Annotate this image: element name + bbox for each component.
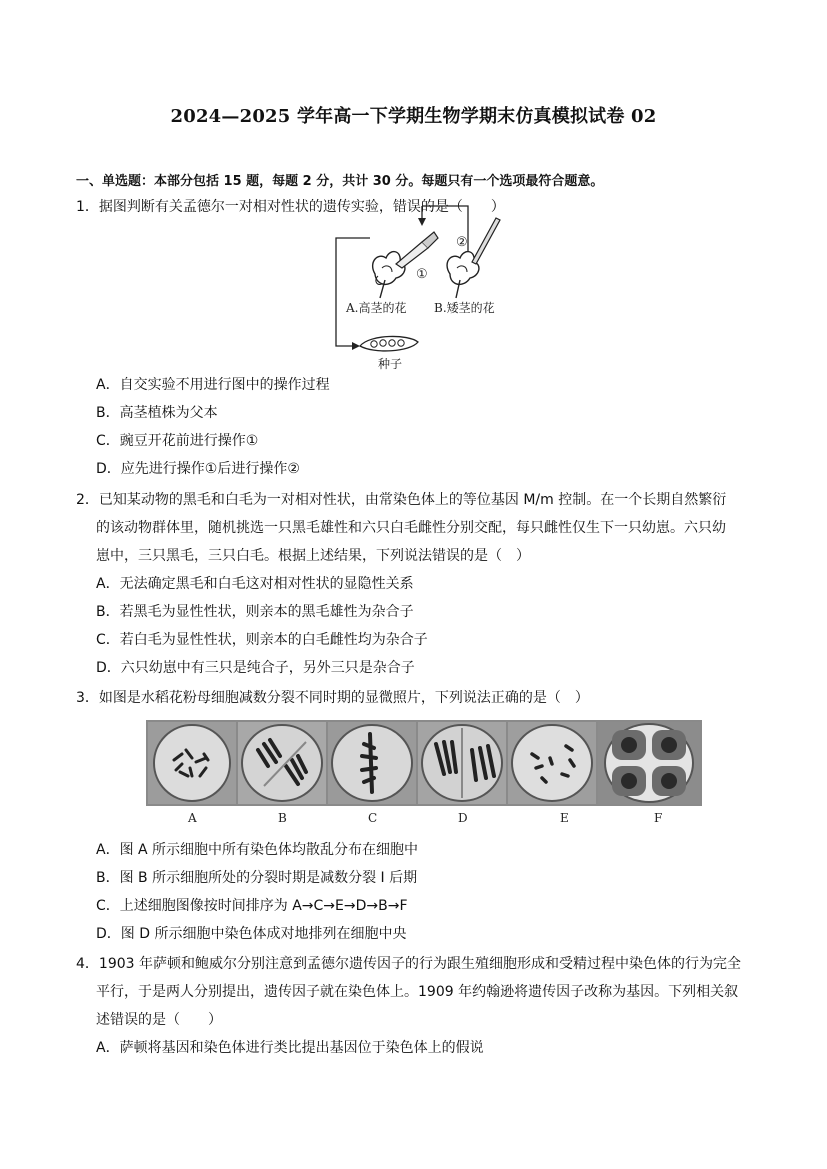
micrograph-c [328,722,416,804]
q2-option-b: B．若黑毛为显性性状，则亲本的黑毛雄性为杂合子 [96,604,414,620]
micrograph-label-d: D [458,811,468,825]
seed-pod-drawing [360,336,418,351]
q1-option-b: B．高茎植株为父本 [96,405,218,421]
q2-option-a: A．无法确定黑毛和白毛这对相对性状的显隐性关系 [96,576,414,592]
question-2-stem-line-2: 的该动物群体里，随机挑选一只黑毛雄性和六只白毛雌性分别交配，每只雌性仅生下一只幼崽。六只幼 [96,520,726,536]
pea-pollination-figure [330,202,510,372]
mark-1: ① [416,267,428,282]
seed-arrow [336,238,370,346]
micrograph-b [238,722,326,804]
micrograph-a [148,722,236,804]
micrograph-f [598,722,700,804]
mark-2: ② [456,235,468,250]
q3-option-d: D．图 D 所示细胞中染色体成对地排列在细胞中央 [96,926,407,942]
micrograph-label-a: A [188,811,197,825]
question-1-stem: 1．据图判断有关孟德尔一对相对性状的遗传实验，错误的是（ ） [76,199,505,215]
section-heading: 一、单选题：本部分包括 15 题，每题 2 分，共计 30 分。每题只有一个选项最符合题意。 [76,174,604,189]
tall-flower-drawing [373,252,405,298]
q2-option-d: D．六只幼崽中有三只是纯合子，另外三只是杂合子 [96,660,415,676]
brush-icon [472,218,500,264]
question-4-stem-line-2: 平行，于是两人分别提出，遗传因子就在染色体上。1909 年约翰逊将遗传因子改称为基因。下列相关叙 [96,984,739,1000]
q3-option-a: A．图 A 所示细胞中所有染色体均散乱分布在细胞中 [96,842,419,858]
q3-option-b: B．图 B 所示细胞所处的分裂时期是减数分裂 I 后期 [96,870,418,886]
q4-option-a: A．萨顿将基因和染色体进行类比提出基因位于染色体上的假说 [96,1040,484,1056]
q3-option-c: C．上述细胞图像按时间排序为 A→C→E→D→B→F [96,898,408,914]
micrograph-label-f: F [654,811,663,825]
q1-option-c: C．豌豆开花前进行操作① [96,433,259,449]
question-4-stem-line-1: 4．1903 年萨顿和鲍威尔分别注意到孟德尔遗传因子的行为跟生殖细胞形成和受精过程中染色体的行为完全 [76,956,741,972]
micrograph-label-c: C [368,811,378,825]
micrograph-label-b: B [278,811,287,825]
q1-option-d: D．应先进行操作①后进行操作② [96,461,300,477]
meiosis-micrographs [146,720,702,830]
tweezers-drawing [396,232,438,268]
label-tall-flower: A.高茎的花 [346,301,407,315]
label-seed: 种子 [378,357,403,371]
micrograph-d [418,722,506,804]
micrograph-label-e: E [560,811,569,825]
question-4-stem-line-3: 述错误的是（ ） [96,1012,222,1028]
q1-option-a: A．自交实验不用进行图中的操作过程 [96,377,330,393]
question-2-stem-line-3: 崽中，三只黑毛，三只白毛。根据上述结果，下列说法错误的是（ ） [96,548,530,564]
question-2-stem-line-1: 2．已知某动物的黑毛和白毛为一对相对性状，由常染色体上的等位基因 M/m 控制。在一个长期自然繁衍 [76,492,727,508]
micrograph-e [508,722,596,804]
question-3-stem: 3．如图是水稻花粉母细胞减数分裂不同时期的显微照片，下列说法正确的是（ ） [76,690,589,706]
exam-title: 2024—2025 学年高一下学期生物学期末仿真模拟试卷 02 [170,106,657,127]
q2-option-c: C．若白毛为显性性状，则亲本的白毛雌性均为杂合子 [96,632,428,648]
label-short-flower: B.矮茎的花 [434,301,495,315]
